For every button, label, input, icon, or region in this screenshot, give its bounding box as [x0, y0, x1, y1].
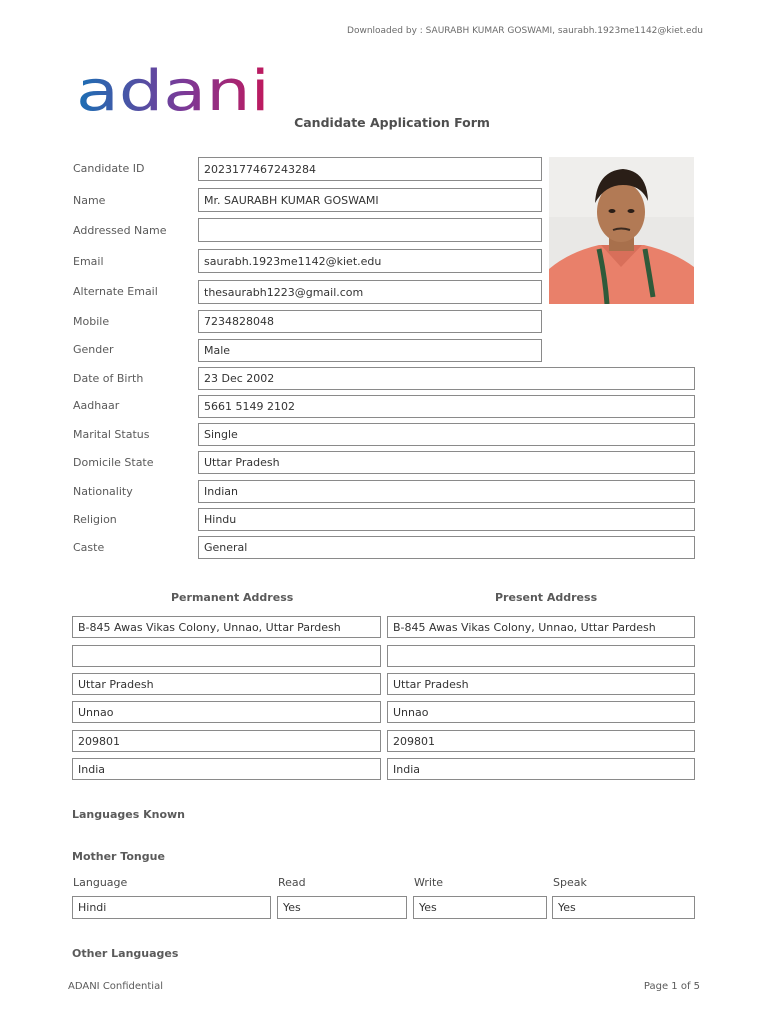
- gender-label: Gender: [73, 343, 114, 356]
- candidate-id-field[interactable]: 2023177467243284: [198, 157, 542, 181]
- email-field[interactable]: saurabh.1923me1142@kiet.edu: [198, 249, 542, 273]
- candidate-photo-icon: [549, 157, 694, 304]
- aadhaar-field[interactable]: 5661 5149 2102: [198, 395, 695, 418]
- alternate-email-label: Alternate Email: [73, 285, 158, 298]
- permanent-address-line1[interactable]: B-845 Awas Vikas Colony, Unnao, Uttar Pardesh: [72, 616, 381, 638]
- name-label: Name: [73, 194, 106, 207]
- permanent-pincode[interactable]: 209801: [72, 730, 381, 752]
- present-country[interactable]: India: [387, 758, 695, 780]
- religion-field[interactable]: Hindu: [198, 508, 695, 531]
- mobile-field[interactable]: 7234828048: [198, 310, 542, 333]
- present-state[interactable]: Uttar Pradesh: [387, 673, 695, 695]
- mother-tongue-speak[interactable]: Yes: [552, 896, 695, 919]
- email-label: Email: [73, 255, 104, 268]
- domicile-state-field[interactable]: Uttar Pradesh: [198, 451, 695, 474]
- svg-text:adani: adani: [76, 62, 270, 116]
- nationality-label: Nationality: [73, 485, 133, 498]
- download-note: Downloaded by : SAURABH KUMAR GOSWAMI, saurabh.1923me1142@kiet.edu: [347, 26, 703, 36]
- present-city[interactable]: Unnao: [387, 701, 695, 723]
- name-field[interactable]: Mr. SAURABH KUMAR GOSWAMI: [198, 188, 542, 212]
- addressed-name-field[interactable]: [198, 218, 542, 242]
- permanent-city[interactable]: Unnao: [72, 701, 381, 723]
- domicile-state-label: Domicile State: [73, 456, 154, 469]
- permanent-country[interactable]: India: [72, 758, 381, 780]
- languages-known-heading: Languages Known: [72, 808, 186, 821]
- form-title: Candidate Application Form: [294, 115, 490, 130]
- mother-tongue-language[interactable]: Hindi: [72, 896, 271, 919]
- alternate-email-field[interactable]: thesaurabh1223@gmail.com: [198, 280, 542, 304]
- speak-column-header: Speak: [553, 876, 587, 889]
- permanent-address-heading: Permanent Address: [171, 591, 294, 604]
- present-address-line2[interactable]: [387, 645, 695, 667]
- present-address-line1[interactable]: B-845 Awas Vikas Colony, Unnao, Uttar Pardesh: [387, 616, 695, 638]
- religion-label: Religion: [73, 513, 117, 526]
- nationality-field[interactable]: Indian: [198, 480, 695, 503]
- present-pincode[interactable]: 209801: [387, 730, 695, 752]
- dob-label: Date of Birth: [73, 372, 144, 385]
- mobile-label: Mobile: [73, 315, 110, 328]
- marital-status-field[interactable]: Single: [198, 423, 695, 446]
- mother-tongue-write[interactable]: Yes: [413, 896, 547, 919]
- confidential-footer: ADANI Confidential: [68, 981, 163, 992]
- mother-tongue-heading: Mother Tongue: [72, 850, 165, 863]
- permanent-address-line2[interactable]: [72, 645, 381, 667]
- marital-status-label: Marital Status: [73, 428, 150, 441]
- adani-logo: [76, 62, 272, 116]
- language-column-header: Language: [73, 876, 128, 889]
- addressed-name-label: Addressed Name: [73, 224, 167, 237]
- caste-label: Caste: [73, 541, 105, 554]
- gender-field[interactable]: Male: [198, 339, 542, 362]
- other-languages-heading: Other Languages: [72, 947, 179, 960]
- present-address-heading: Present Address: [495, 591, 598, 604]
- write-column-header: Write: [414, 876, 444, 889]
- page-number: Page 1 of 5: [643, 981, 700, 992]
- caste-field[interactable]: General: [198, 536, 695, 559]
- mother-tongue-read[interactable]: Yes: [277, 896, 407, 919]
- read-column-header: Read: [278, 876, 306, 889]
- aadhaar-label: Aadhaar: [73, 399, 120, 412]
- permanent-state[interactable]: Uttar Pradesh: [72, 673, 381, 695]
- dob-field[interactable]: 23 Dec 2002: [198, 367, 695, 390]
- candidate-id-label: Candidate ID: [73, 162, 145, 175]
